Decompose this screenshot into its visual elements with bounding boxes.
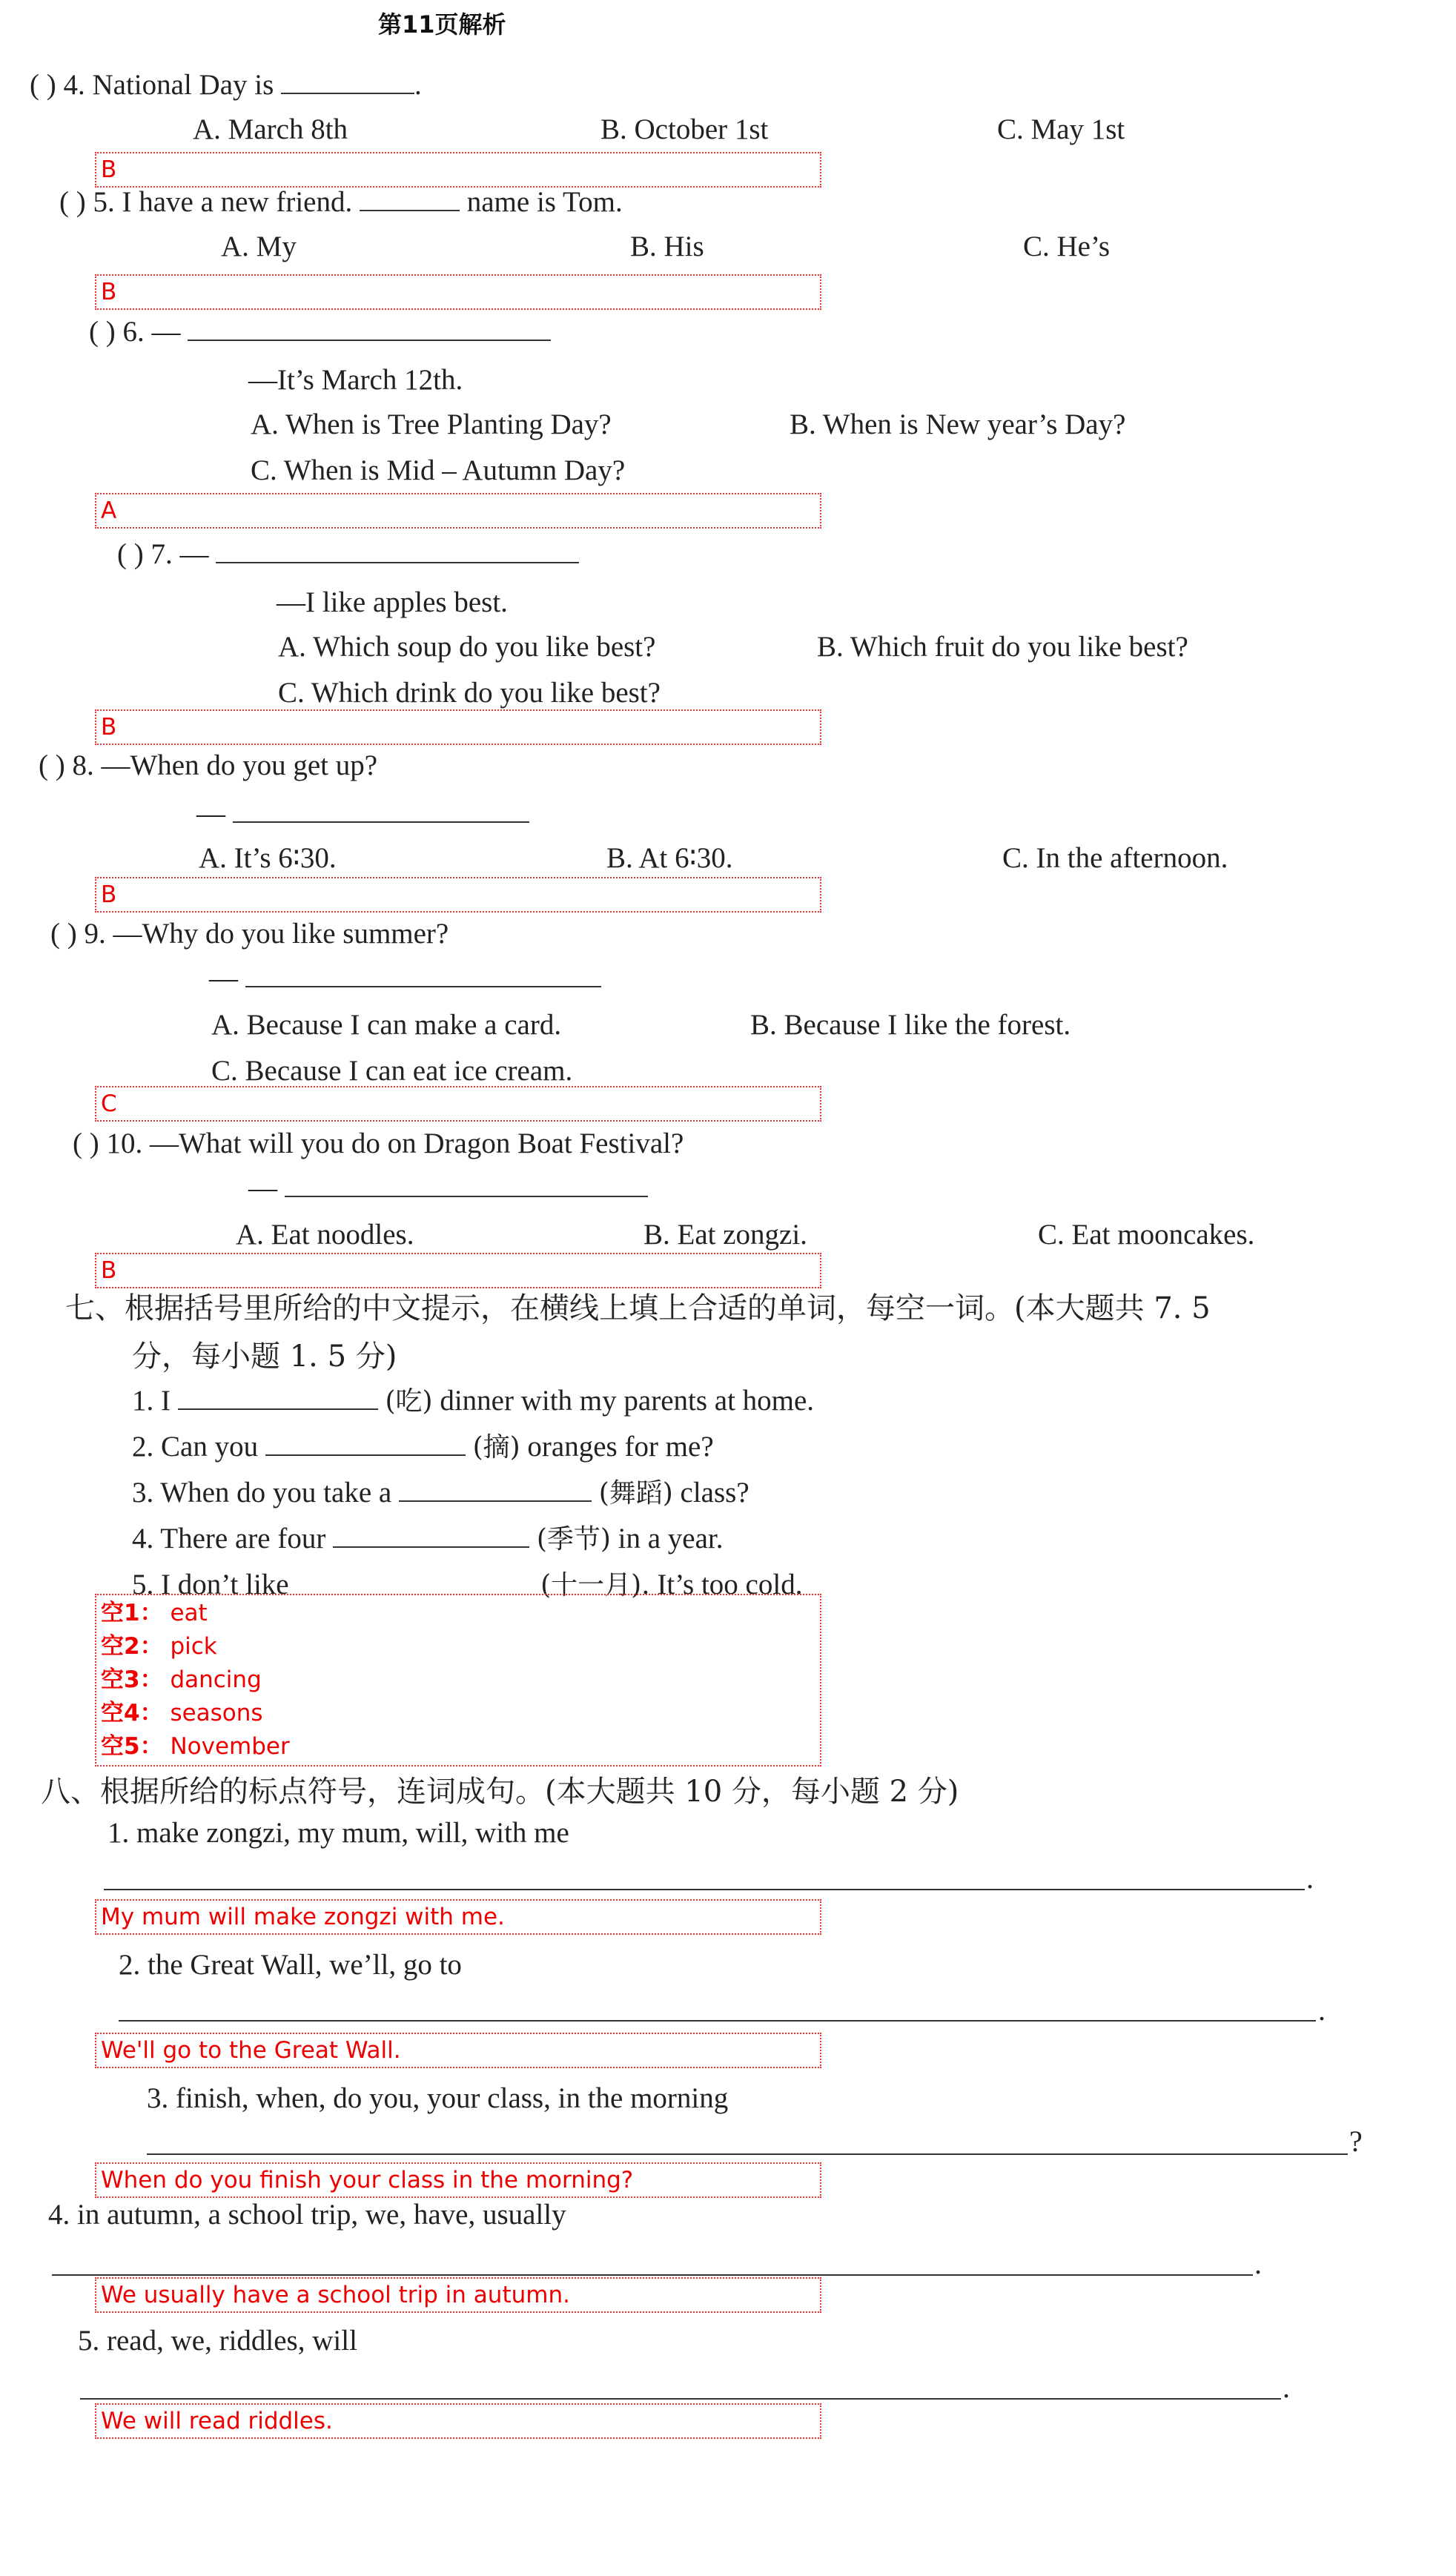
answer-bracket: ( ) bbox=[73, 1128, 99, 1159]
answer-blank[interactable] bbox=[216, 540, 579, 563]
reorder-answer-line-1[interactable] bbox=[104, 1889, 1305, 1890]
answer-blank[interactable] bbox=[281, 70, 414, 94]
answer-bracket: ( ) bbox=[39, 749, 65, 781]
question-number: 6. bbox=[122, 316, 145, 348]
question-number: 10. bbox=[106, 1128, 143, 1159]
question-7 bbox=[117, 537, 579, 571]
option-a: A. My bbox=[221, 231, 297, 262]
option-b: B. October 1st bbox=[600, 113, 769, 145]
option-a: A. Which soup do you like best? bbox=[278, 631, 656, 663]
question-text: National Day is bbox=[92, 69, 274, 101]
question-8 bbox=[39, 749, 377, 782]
answer-box-4: B bbox=[95, 152, 821, 188]
option-b: B. At 6∶30. bbox=[606, 842, 733, 874]
question-10 bbox=[73, 1127, 684, 1160]
fill-item-5: 5. I don’t like (十一月). It’s too cold. bbox=[132, 1569, 803, 1600]
option-b: B. Which fruit do you like best? bbox=[817, 631, 1188, 663]
answer-box-8: B bbox=[95, 877, 821, 913]
fill-blank-2[interactable] bbox=[265, 1432, 466, 1456]
option-c: C. Which drink do you like best? bbox=[278, 677, 661, 709]
option-a: A. March 8th bbox=[193, 113, 348, 145]
question-number: 7. bbox=[150, 538, 173, 570]
option-c: C. In the afternoon. bbox=[1002, 842, 1228, 874]
question-text: — bbox=[151, 316, 181, 348]
answer-box-reorder-3: When do you finish your class in the morning? bbox=[95, 2162, 821, 2198]
question-4: ( ) 4. National Day is . bbox=[30, 69, 422, 101]
answer-box-10: B bbox=[95, 1253, 821, 1288]
end-punct-2: . bbox=[1318, 1993, 1326, 2027]
option-c: C. Because I can eat ice cream. bbox=[211, 1055, 573, 1087]
fill-item-4: 4. There are four (季节) in a year. bbox=[132, 1523, 724, 1554]
reorder-prompt-5: 5. read, we, riddles, will bbox=[78, 2325, 357, 2357]
section-7-title-cont: 分，每小题 1. 5 分) bbox=[132, 1340, 397, 1374]
option-a: A. It’s 6∶30. bbox=[199, 842, 337, 874]
question-6 bbox=[89, 315, 551, 348]
page-title: 第11页解析 bbox=[378, 10, 506, 39]
option-c: C. Eat mooncakes. bbox=[1038, 1219, 1255, 1251]
question-text: —Why do you like summer? bbox=[113, 918, 449, 950]
answer-blank[interactable] bbox=[360, 188, 460, 211]
answer-box-5: B bbox=[95, 274, 821, 310]
reorder-prompt-3: 3. finish, when, do you, your class, in the morning bbox=[147, 2082, 729, 2114]
answer-box-reorder-1: My mum will make zongzi with me. bbox=[95, 1899, 821, 1935]
reorder-answer-line-3[interactable] bbox=[147, 2153, 1348, 2155]
fill-item-2: 2. Can you (摘) oranges for me? bbox=[132, 1431, 714, 1463]
question-text: —When do you get up? bbox=[101, 749, 378, 781]
answer-bracket: ( ) bbox=[50, 918, 77, 950]
reorder-prompt-4: 4. in autumn, a school trip, we, have, usually bbox=[48, 2199, 566, 2231]
end-punct-4: . bbox=[1254, 2247, 1262, 2280]
question-9 bbox=[50, 917, 449, 950]
reply-line: — bbox=[209, 961, 601, 995]
option-b: B. His bbox=[630, 231, 704, 262]
reorder-answer-line-5[interactable] bbox=[80, 2398, 1281, 2400]
reorder-prompt-2: 2. the Great Wall, we’ll, go to bbox=[119, 1949, 462, 1981]
answer-blank[interactable] bbox=[245, 964, 601, 987]
answer-box-6: A bbox=[95, 493, 821, 529]
option-c: C. When is Mid – Autumn Day? bbox=[251, 454, 626, 486]
question-number: 5. bbox=[93, 186, 115, 218]
reply-line: — bbox=[248, 1171, 648, 1205]
end-punct-1: . bbox=[1306, 1861, 1314, 1895]
answer-blank[interactable] bbox=[188, 317, 551, 341]
answer-box-reorder-2: We'll go to the Great Wall. bbox=[95, 2033, 821, 2068]
section-8-title: 八、根据所给的标点符号，连词成句。(本大题共 10 分，每小题 2 分) bbox=[41, 1775, 959, 1809]
answer-blank[interactable] bbox=[285, 1173, 648, 1197]
fill-item-1: 1. I (吃) dinner with my parents at home. bbox=[132, 1385, 815, 1417]
option-a: A. Eat noodles. bbox=[236, 1219, 414, 1251]
option-b: B. Eat zongzi. bbox=[643, 1219, 807, 1251]
answer-box-7: B bbox=[95, 709, 821, 745]
answer-blank[interactable] bbox=[233, 799, 529, 823]
option-b: B. When is New year’s Day? bbox=[790, 408, 1126, 440]
answer-bracket: ( ) bbox=[89, 316, 116, 348]
option-b: B. Because I like the forest. bbox=[750, 1009, 1071, 1041]
reply-line: — bbox=[196, 797, 529, 830]
end-punct-5: . bbox=[1283, 2371, 1290, 2404]
fill-item-3: 3. When do you take a (舞蹈) class? bbox=[132, 1477, 749, 1509]
fill-blank-4[interactable] bbox=[333, 1524, 529, 1548]
fill-blank-1[interactable] bbox=[178, 1386, 378, 1410]
option-a: A. Because I can make a card. bbox=[211, 1009, 562, 1041]
option-a: A. When is Tree Planting Day? bbox=[251, 408, 612, 440]
answer-bracket: ( ) bbox=[59, 186, 86, 218]
answer-box-reorder-5: We will read riddles. bbox=[95, 2403, 821, 2439]
reorder-prompt-1: 1. make zongzi, my mum, will, with me bbox=[107, 1817, 569, 1849]
answer-box-section-7: 空1： eat 空2： pick 空3： dancing 空4： seasons 空5： November bbox=[95, 1594, 821, 1767]
reorder-answer-line-2[interactable] bbox=[119, 2020, 1316, 2022]
reply-text: —It’s March 12th. bbox=[248, 364, 463, 396]
answer-box-reorder-4: We usually have a school trip in autumn. bbox=[95, 2277, 821, 2313]
option-c: C. May 1st bbox=[997, 113, 1125, 145]
question-5: ( ) 5. I have a new friend. name is Tom. bbox=[59, 186, 623, 218]
reorder-answer-line-4[interactable] bbox=[52, 2274, 1253, 2276]
answer-box-9: C bbox=[95, 1086, 821, 1122]
answer-bracket: ( ) bbox=[117, 538, 144, 570]
question-text: I have a new friend. bbox=[122, 186, 353, 218]
reply-text: —I like apples best. bbox=[277, 586, 508, 618]
answer-bracket: ( ) bbox=[30, 69, 56, 101]
question-text: — bbox=[179, 538, 209, 570]
end-punct-3: ? bbox=[1349, 2125, 1363, 2158]
question-number: 8. bbox=[72, 749, 94, 781]
option-c: C. He’s bbox=[1023, 231, 1110, 262]
question-number: 9. bbox=[84, 918, 106, 950]
section-7-title: 七、根据括号里所给的中文提示，在横线上填上合适的单词，每空一词。(本大题共 7. 5 bbox=[65, 1291, 1211, 1325]
fill-blank-3[interactable] bbox=[399, 1478, 592, 1502]
question-text: —What will you do on Dragon Boat Festival? bbox=[149, 1128, 684, 1159]
question-number: 4. bbox=[63, 69, 85, 101]
